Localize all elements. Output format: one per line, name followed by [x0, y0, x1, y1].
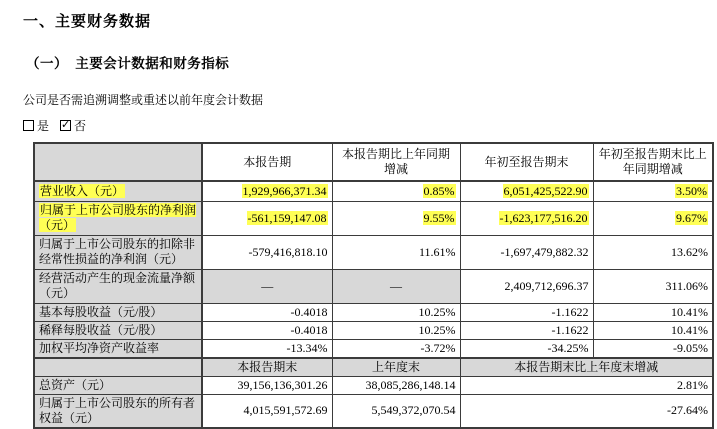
row-label: 基本每股收益（元/股）: [34, 303, 202, 321]
cell-value: [593, 201, 713, 235]
row-operating-cash-flow: [34, 269, 713, 303]
option-no: [60, 119, 86, 133]
highlighted-label: 营业收入（元）: [40, 183, 125, 198]
header-empty-cell: [34, 143, 202, 181]
row-label: [34, 181, 202, 201]
subsection-title: （一） 主要会计数据和财务指标: [26, 56, 230, 71]
highlighted-value: -561,159,147.08: [247, 210, 327, 225]
highlighted-value: 1,929,966,371.34: [242, 183, 327, 198]
cell-value: -3.72%: [332, 339, 460, 358]
cell-dash: —: [332, 269, 460, 303]
cell-value: [460, 201, 593, 235]
highlighted-value: 9.67%: [676, 210, 707, 225]
highlighted-value: 9.55%: [423, 210, 455, 225]
cell-value: [460, 181, 593, 201]
cell-value: -579,416,818.10: [202, 235, 332, 269]
row-diluted-eps: [34, 321, 713, 339]
checkbox-checked-icon: [60, 120, 71, 131]
cell-value: 13.62%: [593, 235, 713, 269]
cell-value: -13.34%: [202, 339, 332, 358]
cell-value: [332, 181, 460, 201]
cell-value: 4,015,591,572.69: [202, 394, 332, 428]
row-net-profit-excl-nonrecurring: [34, 235, 713, 269]
cell-value: 5,549,372,070.54: [332, 394, 460, 428]
col-header-prior-year-end: 上年度末: [332, 358, 460, 377]
col-header-period-yoy-change: 本报告期比上年同期增减: [332, 143, 460, 181]
cell-value: [202, 181, 332, 201]
cell-value: 311.06%: [593, 269, 713, 303]
row-net-profit: [34, 201, 713, 235]
cell-value: -1.1622: [460, 303, 593, 321]
row-weighted-avg-roe: [34, 339, 713, 358]
cell-value: 39,156,136,301.26: [202, 376, 332, 394]
highlighted-label: 归属于上市公司股东的净利润（元）: [39, 203, 197, 232]
cell-value: 10.25%: [332, 303, 460, 321]
highlighted-value: 3.50%: [676, 183, 707, 198]
cell-value: 11.61%: [332, 235, 460, 269]
highlighted-value: 0.85%: [423, 183, 455, 198]
col-header-current-period-end: 本报告期末: [202, 358, 332, 377]
row-basic-eps: [34, 303, 713, 321]
cell-value: -27.64%: [460, 394, 713, 428]
cell-dash: —: [202, 269, 332, 303]
table-header-row-period: [34, 143, 713, 181]
highlighted-value: 6,051,425,522.90: [503, 183, 588, 198]
row-label: 经营活动产生的现金流量净额（元）: [34, 269, 202, 303]
highlighted-value: -1,623,177,516.20: [499, 210, 588, 225]
row-label: 稀释每股收益（元/股）: [34, 321, 202, 339]
row-operating-revenue: [34, 181, 713, 201]
row-label: [34, 201, 202, 235]
cell-value: -1.1622: [460, 321, 593, 339]
col-header-change-vs-prior-year-end: 本报告期末比上年度末增减: [460, 358, 713, 377]
cell-value: 10.41%: [593, 321, 713, 339]
row-label: 归属于上市公司股东的所有者权益（元）: [34, 394, 202, 428]
option-yes-label: 是: [37, 119, 50, 133]
row-label: 总资产（元）: [34, 376, 202, 394]
col-header-ytd: 年初至报告期末: [460, 143, 593, 181]
header-empty-cell: [34, 358, 202, 377]
cell-value: [202, 201, 332, 235]
cell-value: 2,409,712,696.37: [460, 269, 593, 303]
checkbox-unchecked-icon: [23, 120, 34, 131]
cell-value: -0.4018: [202, 321, 332, 339]
cell-value: -9.05%: [593, 339, 713, 358]
cell-value: 2.81%: [460, 376, 713, 394]
cell-value: -1,697,479,882.32: [460, 235, 593, 269]
section-title: 一、主要财务数据: [23, 14, 152, 30]
row-label: 归属于上市公司股东的扣除非经常性损益的净利润（元）: [34, 235, 202, 269]
row-shareholders-equity: [34, 394, 713, 428]
cell-value: -34.25%: [460, 339, 593, 358]
cell-value: 38,085,286,148.14: [332, 376, 460, 394]
cell-value: 10.25%: [332, 321, 460, 339]
row-label: 加权平均净资产收益率: [34, 339, 202, 358]
restatement-question: 公司是否需追溯调整或重述以前年度会计数据: [23, 93, 264, 107]
col-header-ytd-yoy-change: 年初至报告期末比上年同期增减: [593, 143, 713, 181]
restatement-options: [23, 117, 717, 134]
table-header-row-period-end: [34, 358, 713, 377]
key-financial-data-table: [33, 142, 714, 429]
cell-value: 10.41%: [593, 303, 713, 321]
cell-value: [332, 201, 460, 235]
option-yes: [23, 119, 49, 133]
cell-value: [593, 181, 713, 201]
row-total-assets: [34, 376, 713, 394]
cell-value: -0.4018: [202, 303, 332, 321]
option-no-label: 否: [74, 119, 87, 133]
col-header-current-period: 本报告期: [202, 143, 332, 181]
